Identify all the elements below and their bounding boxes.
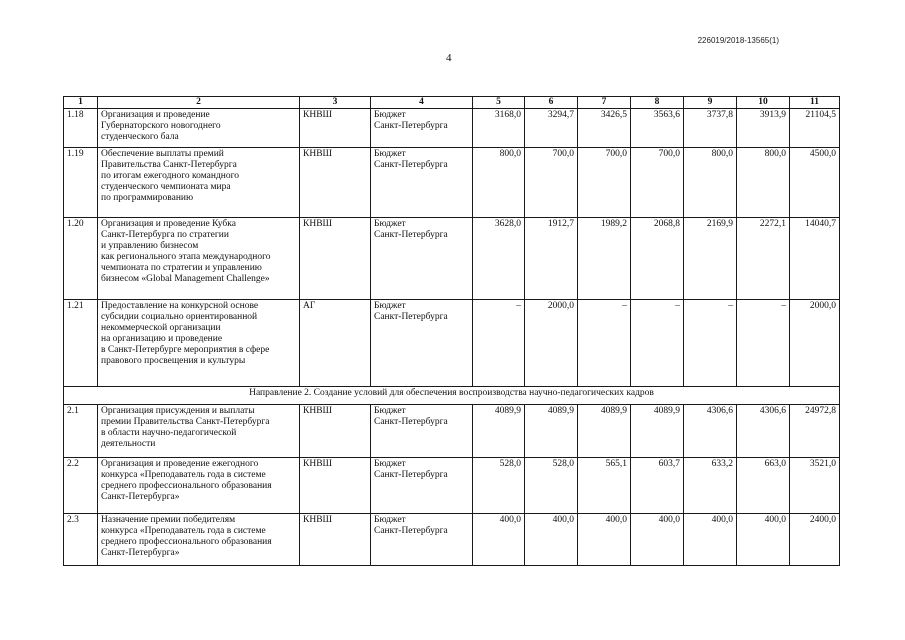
header-cell: 7 [578, 97, 631, 109]
value-cell: 4089,9 [578, 405, 631, 458]
value-cell: 2169,9 [684, 218, 737, 300]
table-row [64, 458, 840, 514]
table-row [64, 300, 840, 387]
value-cell: 4306,6 [684, 405, 737, 458]
value-cell: 1989,2 [578, 218, 631, 300]
value-cell: 400,0 [473, 514, 525, 566]
header-cell: 10 [737, 97, 790, 109]
value-cell: 3521,0 [790, 458, 840, 514]
value-cell: – [737, 300, 790, 387]
table-row [64, 218, 840, 300]
header-cell: 4 [371, 97, 473, 109]
executor: КНВШ [300, 109, 371, 148]
value-cell: 528,0 [473, 458, 525, 514]
value-cell: 400,0 [737, 514, 790, 566]
value-cell: 1912,7 [525, 218, 578, 300]
table-row [64, 514, 840, 566]
header-cell: 3 [300, 97, 371, 109]
value-cell: 3563,6 [631, 109, 684, 148]
header-cell: 1 [64, 97, 98, 109]
value-cell: 800,0 [737, 148, 790, 218]
value-cell: 633,2 [684, 458, 737, 514]
value-cell: – [578, 300, 631, 387]
value-cell: 400,0 [525, 514, 578, 566]
table-row [64, 148, 840, 218]
section-row [64, 387, 840, 405]
executor: КНВШ [300, 218, 371, 300]
value-cell: 400,0 [631, 514, 684, 566]
row-number: 1.21 [64, 300, 98, 387]
header-cell: 11 [790, 97, 840, 109]
section-title: Направление 2. Создание условий для обеспечения воспроизводства научно-педагогических кадров [64, 387, 840, 405]
activity-name: Организация и проведение Губернаторского новогоднего студенческого бала [98, 109, 300, 148]
value-cell: 2000,0 [525, 300, 578, 387]
value-cell: 3426,5 [578, 109, 631, 148]
value-cell: 4306,6 [737, 405, 790, 458]
value-cell: 4089,9 [473, 405, 525, 458]
activity-name: Предоставление на конкурсной основе субсидии социально ориентированной некоммерческой организации на организацию и проведение в Санкт-Петербурге мероприятия в сфере правового просвещения и культуры [98, 300, 300, 387]
row-number: 1.19 [64, 148, 98, 218]
value-cell: 24972,8 [790, 405, 840, 458]
value-cell: 663,0 [737, 458, 790, 514]
funding-source: Бюджет Санкт-Петербурга [371, 218, 473, 300]
value-cell: 2272,1 [737, 218, 790, 300]
value-cell: 2068,8 [631, 218, 684, 300]
value-cell: 3913,9 [737, 109, 790, 148]
value-cell: 700,0 [631, 148, 684, 218]
value-cell: 2400,0 [790, 514, 840, 566]
page-number: 4 [446, 52, 452, 64]
header-cell: 9 [684, 97, 737, 109]
executor: КНВШ [300, 514, 371, 566]
value-cell: 4089,9 [525, 405, 578, 458]
executor: КНВШ [300, 458, 371, 514]
value-cell: 700,0 [578, 148, 631, 218]
value-cell: 528,0 [525, 458, 578, 514]
value-cell: 4089,9 [631, 405, 684, 458]
header-cell: 8 [631, 97, 684, 109]
value-cell: – [684, 300, 737, 387]
value-cell: 14040,7 [790, 218, 840, 300]
value-cell: – [473, 300, 525, 387]
row-number: 1.20 [64, 218, 98, 300]
row-number: 2.3 [64, 514, 98, 566]
value-cell: 565,1 [578, 458, 631, 514]
value-cell: 800,0 [473, 148, 525, 218]
executor: АГ [300, 300, 371, 387]
value-cell: 3168,0 [473, 109, 525, 148]
value-cell: 21104,5 [790, 109, 840, 148]
value-cell: 800,0 [684, 148, 737, 218]
value-cell: 3294,7 [525, 109, 578, 148]
funding-source: Бюджет Санкт-Петербурга [371, 109, 473, 148]
funding-source: Бюджет Санкт-Петербурга [371, 148, 473, 218]
funding-source: Бюджет Санкт-Петербурга [371, 514, 473, 566]
program-table [63, 96, 840, 566]
executor: КНВШ [300, 405, 371, 458]
table-row [64, 109, 840, 148]
value-cell: 2000,0 [790, 300, 840, 387]
header-cell: 6 [525, 97, 578, 109]
value-cell: 400,0 [684, 514, 737, 566]
funding-source: Бюджет Санкт-Петербурга [371, 405, 473, 458]
funding-source: Бюджет Санкт-Петербурга [371, 300, 473, 387]
value-cell: 700,0 [525, 148, 578, 218]
row-number: 2.1 [64, 405, 98, 458]
activity-name: Организация и проведение ежегодного конкурса «Преподаватель года в системе среднего профессионального образования Санкт-Петербурга» [98, 458, 300, 514]
activity-name: Организация и проведение Кубка Санкт-Петербурга по стратегии и управлению бизнесом как регионального этапа международного чемпионата по стратегии и управлению бизнесом «Global Management Challenge» [98, 218, 300, 300]
value-cell: 3737,8 [684, 109, 737, 148]
value-cell: 3628,0 [473, 218, 525, 300]
funding-source: Бюджет Санкт-Петербурга [371, 458, 473, 514]
activity-name: Обеспечение выплаты премий Правительства Санкт-Петербурга по итогам ежегодного командного студенческого чемпионата мира по программированию [98, 148, 300, 218]
table-row [64, 405, 840, 458]
header-cell: 5 [473, 97, 525, 109]
executor: КНВШ [300, 148, 371, 218]
value-cell: – [631, 300, 684, 387]
row-number: 1.18 [64, 109, 98, 148]
row-number: 2.2 [64, 458, 98, 514]
document-id: 226019/2018-13565(1) [697, 36, 779, 45]
value-cell: 4500,0 [790, 148, 840, 218]
activity-name: Организация присуждения и выплаты премии Правительства Санкт-Петербурга в области научно-педагогической деятельности [98, 405, 300, 458]
header-cell: 2 [98, 97, 300, 109]
value-cell: 603,7 [631, 458, 684, 514]
header-row [64, 97, 840, 109]
activity-name: Назначение премии победителям конкурса «Преподаватель года в системе среднего профессионального образования Санкт-Петербурга» [98, 514, 300, 566]
value-cell: 400,0 [578, 514, 631, 566]
